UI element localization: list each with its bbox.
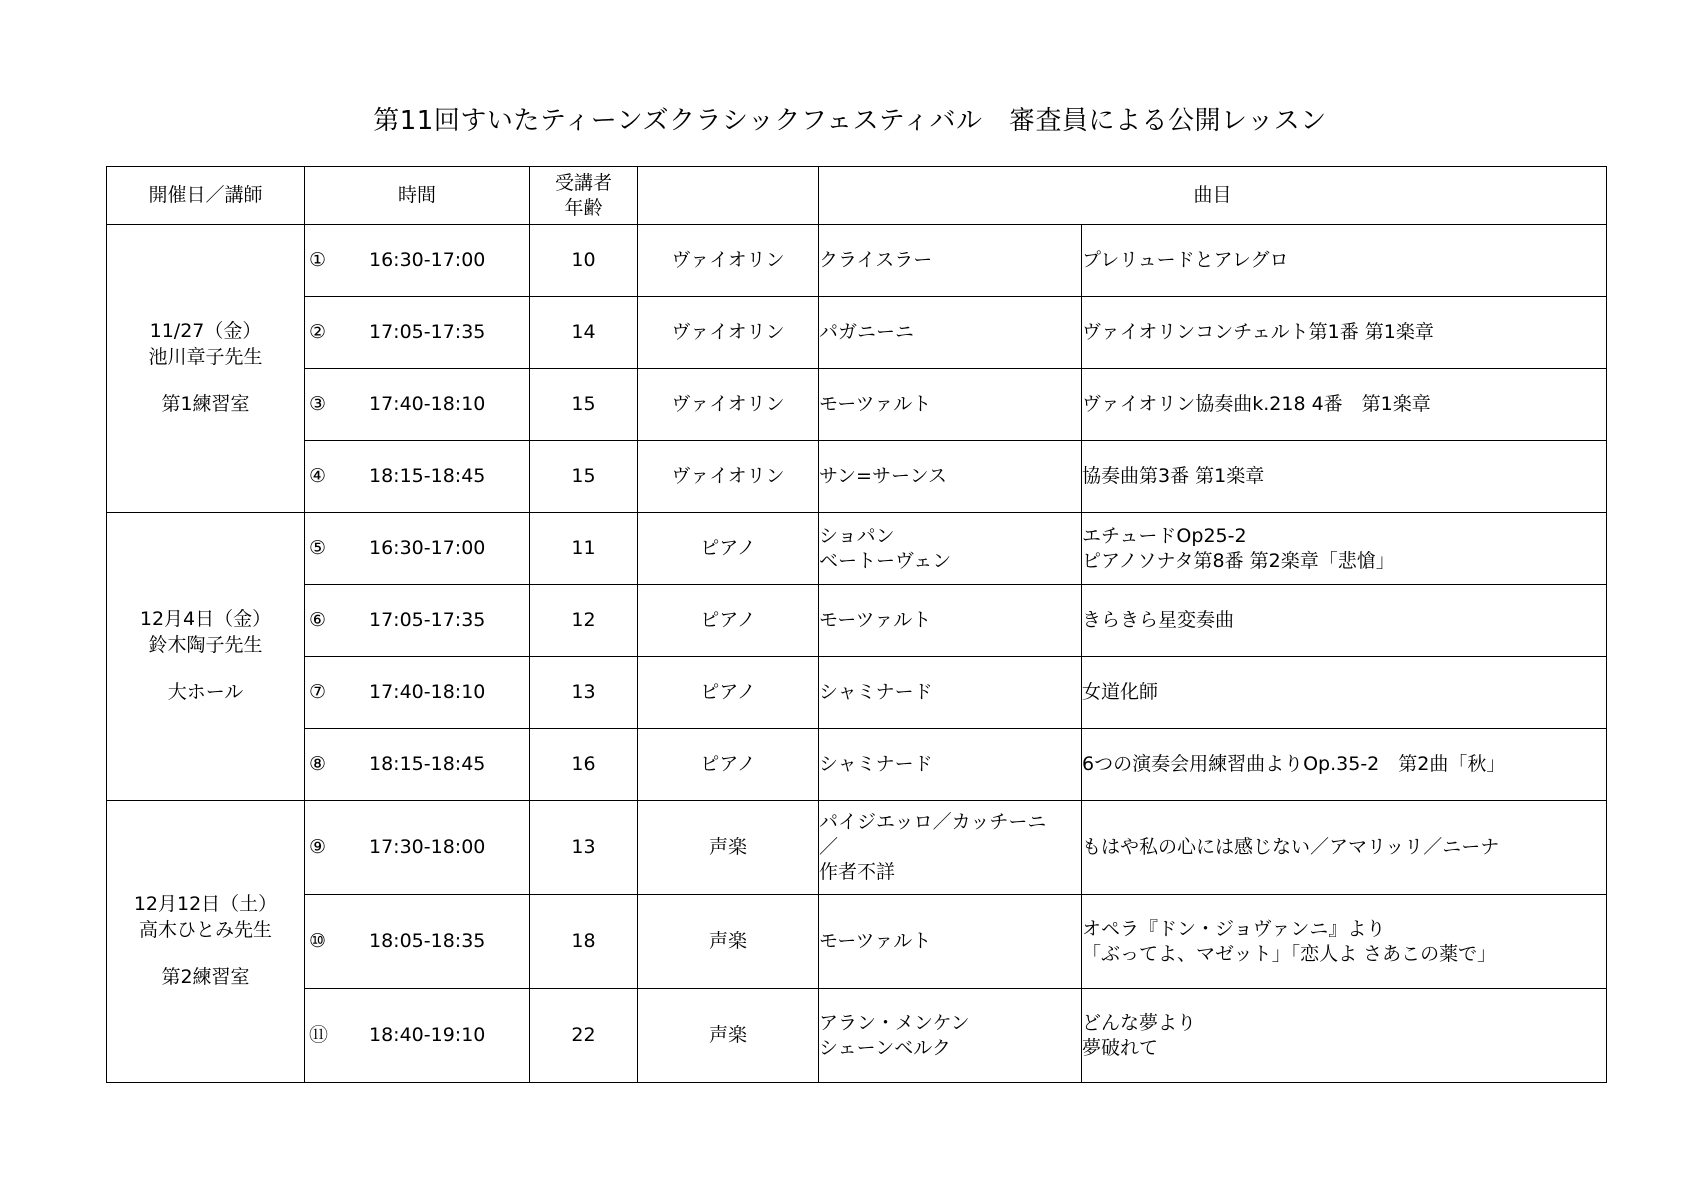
age-cell: 15 xyxy=(530,441,638,513)
time-range: 17:05-17:35 xyxy=(369,321,486,344)
session-date-teacher-cell xyxy=(107,225,305,513)
slot-number: ⑧ xyxy=(309,753,327,776)
piece-line: エチュードOp25-2 xyxy=(1082,524,1247,547)
table-row xyxy=(107,441,1607,513)
time-range: 18:40-19:10 xyxy=(369,1024,486,1047)
composer-cell xyxy=(819,297,1082,369)
piece-line: 「ぶってよ、マゼット」「恋人よ さあこの薬で」 xyxy=(1082,942,1497,965)
age-cell: 16 xyxy=(530,729,638,801)
session-teacher: 高木ひとみ先生 xyxy=(138,918,272,941)
composer-line: ／ xyxy=(819,836,839,859)
piece-line: ヴァイオリンコンチェルト第1番 第1楽章 xyxy=(1082,321,1434,344)
slot-number: ④ xyxy=(309,465,327,488)
slot-number: ⑪ xyxy=(309,1024,329,1047)
instrument-cell: 声楽 xyxy=(638,801,819,895)
time-range: 17:30-18:00 xyxy=(369,836,486,859)
slot-number: ⑤ xyxy=(309,537,327,560)
time-range: 17:40-18:10 xyxy=(369,681,486,704)
instrument-cell: ピアノ xyxy=(638,729,819,801)
slot-number: ② xyxy=(309,321,327,344)
slot-number: ⑩ xyxy=(309,930,327,953)
composer-cell xyxy=(819,513,1082,585)
instrument-cell: 声楽 xyxy=(638,895,819,989)
header-age xyxy=(530,167,638,225)
time-range: 18:15-18:45 xyxy=(369,753,486,776)
table-row xyxy=(107,801,1607,895)
composer-line: ベートーヴェン xyxy=(819,549,952,572)
composer-line: アラン・メンケン xyxy=(819,1011,970,1034)
age-cell: 14 xyxy=(530,297,638,369)
age-cell: 11 xyxy=(530,513,638,585)
time-range: 18:05-18:35 xyxy=(369,930,486,953)
session-date: 12月4日（金） xyxy=(139,608,272,631)
session-room: 第2練習室 xyxy=(161,966,250,989)
composer-line: シャミナード xyxy=(819,753,933,776)
composer-cell xyxy=(819,369,1082,441)
age-cell: 13 xyxy=(530,801,638,895)
piece-cell xyxy=(1082,225,1607,297)
age-cell: 18 xyxy=(530,895,638,989)
piece-cell xyxy=(1082,585,1607,657)
composer-line: モーツァルト xyxy=(819,609,932,632)
table-row xyxy=(107,297,1607,369)
time-cell xyxy=(305,989,530,1083)
piece-cell xyxy=(1082,895,1607,989)
piece-cell xyxy=(1082,657,1607,729)
composer-cell xyxy=(819,585,1082,657)
table-row xyxy=(107,585,1607,657)
time-range: 17:40-18:10 xyxy=(369,393,486,416)
piece-line: 夢破れて xyxy=(1082,1036,1159,1059)
table-row xyxy=(107,657,1607,729)
age-cell: 10 xyxy=(530,225,638,297)
slot-number: ③ xyxy=(309,393,327,416)
session-date-teacher-cell xyxy=(107,801,305,1083)
session-room: 第1練習室 xyxy=(161,393,250,416)
page-title: 第11回すいたティーンズクラシックフェスティバル 審査員による公開レッスン xyxy=(373,106,1327,136)
table-row xyxy=(107,369,1607,441)
composer-line: パガニーニ xyxy=(819,321,915,344)
session-date: 12月12日（土） xyxy=(133,893,278,916)
instrument-cell: ヴァイオリン xyxy=(638,441,819,513)
piece-cell xyxy=(1082,801,1607,895)
time-cell xyxy=(305,369,530,441)
time-range: 16:30-17:00 xyxy=(369,249,486,272)
session-date: 11/27（金） xyxy=(149,320,262,343)
composer-line: モーツァルト xyxy=(819,393,932,416)
instrument-cell: 声楽 xyxy=(638,989,819,1083)
composer-line: パイジエッロ／カッチーニ xyxy=(819,811,1047,834)
piece-cell xyxy=(1082,297,1607,369)
session-teacher: 池川章子先生 xyxy=(148,345,263,368)
piece-cell xyxy=(1082,369,1607,441)
piece-line: プレリュードとアレグロ xyxy=(1082,249,1289,272)
instrument-cell: ヴァイオリン xyxy=(638,297,819,369)
composer-line: シェーンベルク xyxy=(819,1036,951,1059)
time-cell xyxy=(305,729,530,801)
composer-line: シャミナード xyxy=(819,681,933,704)
piece-line: きらきら星変奏曲 xyxy=(1082,609,1235,632)
age-cell: 13 xyxy=(530,657,638,729)
composer-cell xyxy=(819,895,1082,989)
session-date-teacher-cell xyxy=(107,513,305,801)
piece-line: どんな夢より xyxy=(1082,1011,1197,1034)
time-range: 17:05-17:35 xyxy=(369,609,486,632)
piece-line: 協奏曲第3番 第1楽章 xyxy=(1082,465,1265,488)
time-cell xyxy=(305,513,530,585)
instrument-cell: ヴァイオリン xyxy=(638,369,819,441)
slot-number: ⑦ xyxy=(309,681,327,704)
composer-cell xyxy=(819,441,1082,513)
time-cell xyxy=(305,225,530,297)
age-cell: 12 xyxy=(530,585,638,657)
time-cell xyxy=(305,895,530,989)
time-cell xyxy=(305,801,530,895)
instrument-cell: ピアノ xyxy=(638,513,819,585)
slot-number: ① xyxy=(309,249,327,272)
composer-cell xyxy=(819,729,1082,801)
session-room: 大ホール xyxy=(167,681,244,704)
header-age-line2: 年齢 xyxy=(564,196,603,219)
composer-line: クライスラー xyxy=(819,249,933,272)
piece-cell xyxy=(1082,441,1607,513)
age-cell: 22 xyxy=(530,989,638,1083)
piece-line: ヴァイオリン協奏曲k.218 4番 第1楽章 xyxy=(1082,393,1431,416)
piece-line: もはや私の心には感じない／アマリッリ／ニーナ xyxy=(1082,836,1500,859)
composer-cell xyxy=(819,657,1082,729)
time-cell xyxy=(305,657,530,729)
instrument-cell: ピアノ xyxy=(638,585,819,657)
composer-line: ショパン xyxy=(819,524,895,547)
time-cell xyxy=(305,585,530,657)
table-row xyxy=(107,225,1607,297)
composer-cell xyxy=(819,989,1082,1083)
composer-cell xyxy=(819,801,1082,895)
piece-cell xyxy=(1082,989,1607,1083)
header-age-line1: 受講者 xyxy=(554,171,612,194)
table-row xyxy=(107,729,1607,801)
piece-line: オペラ『ドン・ジョヴァンニ』より xyxy=(1082,917,1386,940)
header-time: 時間 xyxy=(305,167,530,225)
slot-number: ⑨ xyxy=(309,836,327,859)
slot-number: ⑥ xyxy=(309,609,327,632)
table-row xyxy=(107,895,1607,989)
time-range: 16:30-17:00 xyxy=(369,537,486,560)
header-pieces: 曲目 xyxy=(819,167,1607,225)
composer-cell xyxy=(819,225,1082,297)
piece-line: ピアノソナタ第8番 第2楽章「悲愴」 xyxy=(1082,549,1395,572)
header-date-teacher: 開催日／講師 xyxy=(107,167,305,225)
piece-line: 女道化師 xyxy=(1082,681,1159,704)
time-cell xyxy=(305,441,530,513)
header-row xyxy=(107,167,1607,225)
composer-line: 作者不詳 xyxy=(819,860,896,883)
age-cell: 15 xyxy=(530,369,638,441)
session-teacher: 鈴木陶子先生 xyxy=(148,633,263,656)
table-row xyxy=(107,513,1607,585)
lesson-schedule-table xyxy=(106,166,1607,1083)
instrument-cell: ヴァイオリン xyxy=(638,225,819,297)
time-range: 18:15-18:45 xyxy=(369,465,486,488)
piece-cell xyxy=(1082,513,1607,585)
composer-line: サン=サーンス xyxy=(819,465,948,488)
instrument-cell: ピアノ xyxy=(638,657,819,729)
time-cell xyxy=(305,297,530,369)
composer-line: モーツァルト xyxy=(819,930,932,953)
header-instrument xyxy=(638,167,819,225)
table-row xyxy=(107,989,1607,1083)
piece-line: 6つの演奏会用練習曲よりOp.35-2 第2曲「秋」 xyxy=(1082,753,1506,776)
piece-cell xyxy=(1082,729,1607,801)
